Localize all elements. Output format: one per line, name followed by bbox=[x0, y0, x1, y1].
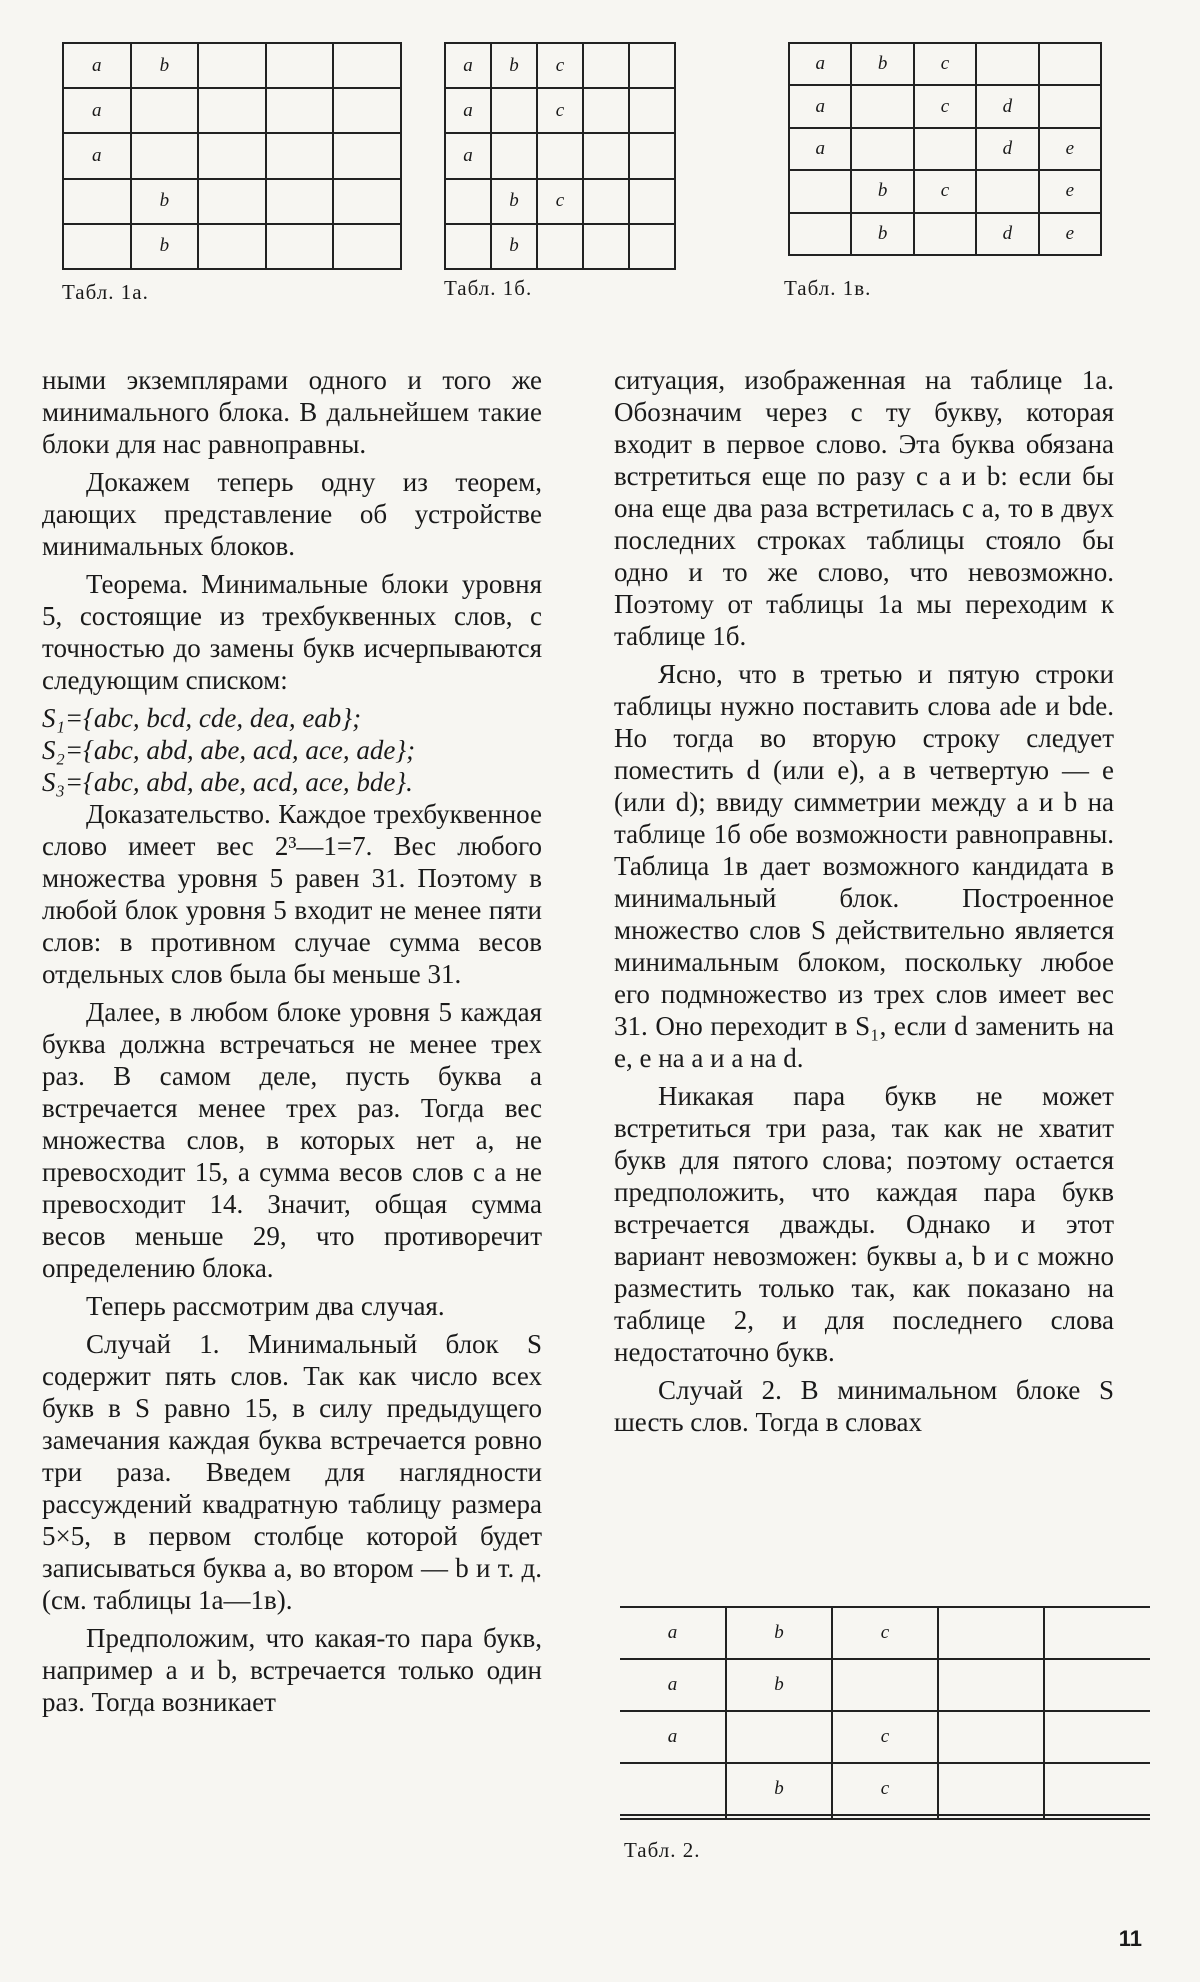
table-cell: c bbox=[832, 1607, 938, 1659]
table-1b bbox=[444, 42, 676, 270]
table-cell: a bbox=[620, 1711, 726, 1763]
set-s3: S₃={abc, abd, abe, acd, ace, bde}. bbox=[42, 767, 413, 797]
table-row bbox=[445, 133, 675, 178]
table-cell: b bbox=[131, 43, 199, 88]
table-cell: e bbox=[1039, 170, 1101, 212]
table-cell bbox=[976, 170, 1038, 212]
case-1-paragraph: Случай 1. Минимальный блок S содержит пять слов. Так как число всех букв в S равно 15, в силу предыдущего замечания каждая буква встречается ровно три раза. Введем для наглядности рассуждений квадратную таблицу размера 5×5, в первом столбце которой будет записываться буква а, во втором — b и т. д. (см. таблицы 1а—1в). bbox=[42, 1329, 542, 1615]
left-column bbox=[42, 364, 542, 1724]
table-cell: b bbox=[491, 224, 537, 269]
paragraph: ситуация, изображенная на таблице 1а. Обозначим через с ту букву, которая входит в первое слово. Эта буква обязана встретиться еще по разу с а и b: если бы она еще два раза встретилась с а, то в двух последних строках таблицы стояло бы одно и то же слово, что невозможно. Поэтому от таблицы 1а мы переходим к таблице 1б. bbox=[614, 365, 1114, 651]
paragraph: Никакая пара букв не может встретиться три раза, так как не хватит букв для пятого слова; поэтому остается предположить, что каждая пара букв встречается дважды. Однако и этот вариант невозможен: буквы а, b и с можно разместить только так, как показано на таблице 2, и для последнего слова недостаточно букв. bbox=[614, 1081, 1114, 1367]
table-cell: a bbox=[63, 133, 131, 178]
table-cell: a bbox=[445, 43, 491, 88]
table-cell bbox=[620, 1815, 726, 1819]
table-row bbox=[63, 224, 401, 269]
table-cell: c bbox=[832, 1763, 938, 1815]
table-row bbox=[445, 43, 675, 88]
table-cell bbox=[131, 133, 199, 178]
table-1v bbox=[788, 42, 1102, 256]
table-row bbox=[63, 179, 401, 224]
table-row bbox=[63, 88, 401, 133]
table-cell bbox=[832, 1815, 938, 1819]
table-cell bbox=[1044, 1815, 1150, 1819]
table-cell bbox=[333, 43, 401, 88]
table-cell bbox=[620, 1763, 726, 1815]
table-cell bbox=[938, 1815, 1044, 1819]
table-cell: a bbox=[445, 88, 491, 133]
table-cell: a bbox=[620, 1607, 726, 1659]
table-cell: c bbox=[832, 1711, 938, 1763]
table-row bbox=[789, 170, 1101, 212]
table-cell: c bbox=[537, 179, 583, 224]
table-cell bbox=[938, 1711, 1044, 1763]
paragraph: Далее, в любом блоке уровня 5 каждая буква должна встречаться не менее трех раз. В самом деле, пусть буква а встречается менее трех раз. Тогда вес множества слов, в которых нет а, не превосходит 15, а сумма весов слов с а не превосходит 14. Значит, общая сумма весов меньше 29, что противоречит определению блока. bbox=[42, 997, 542, 1283]
table-cell bbox=[445, 179, 491, 224]
table-cell bbox=[1039, 43, 1101, 85]
table-cell bbox=[131, 88, 199, 133]
table-cell: a bbox=[63, 88, 131, 133]
table-row bbox=[445, 224, 675, 269]
table-2 bbox=[620, 1606, 1150, 1820]
table-cell bbox=[198, 88, 266, 133]
table-cell bbox=[198, 43, 266, 88]
table-cell bbox=[832, 1659, 938, 1711]
table-cell: b bbox=[851, 43, 913, 85]
table-cell bbox=[583, 133, 629, 178]
table-cell bbox=[198, 179, 266, 224]
table-cell bbox=[333, 133, 401, 178]
table-1a-caption: Табл. 1а. bbox=[62, 280, 149, 304]
table-row bbox=[789, 213, 1101, 255]
table-cell bbox=[583, 179, 629, 224]
table-cell bbox=[1039, 85, 1101, 127]
table-cell bbox=[198, 133, 266, 178]
table-1v-caption: Табл. 1в. bbox=[784, 276, 872, 300]
page-number: 11 bbox=[1118, 1926, 1142, 1951]
paragraph: Предположим, что какая-то пара букв, например а и b, встречается только один раз. Тогда возникает bbox=[42, 1623, 542, 1717]
table-cell bbox=[266, 43, 334, 88]
table-cell bbox=[491, 133, 537, 178]
table-cell bbox=[1044, 1607, 1150, 1659]
table-cell bbox=[583, 88, 629, 133]
table-cell: e bbox=[1039, 213, 1101, 255]
table-cell: b bbox=[851, 213, 913, 255]
table-cell bbox=[333, 88, 401, 133]
table-cell bbox=[726, 1711, 832, 1763]
table-cell: a bbox=[789, 43, 851, 85]
table-row bbox=[620, 1607, 1150, 1659]
table-cell: a bbox=[63, 43, 131, 88]
table-cell bbox=[537, 133, 583, 178]
table-cell bbox=[445, 224, 491, 269]
right-column bbox=[614, 364, 1114, 1444]
table-cell bbox=[583, 43, 629, 88]
table-cell bbox=[537, 224, 583, 269]
table-row bbox=[445, 179, 675, 224]
table-cell: b bbox=[851, 170, 913, 212]
table-cell bbox=[63, 224, 131, 269]
table-cell bbox=[1044, 1659, 1150, 1711]
table-cell bbox=[789, 170, 851, 212]
table-cell bbox=[914, 128, 976, 170]
table-cell: c bbox=[914, 43, 976, 85]
table-1b-caption: Табл. 1б. bbox=[444, 276, 533, 300]
table-cell bbox=[851, 128, 913, 170]
table-2-caption: Табл. 2. bbox=[624, 1838, 701, 1862]
table-cell bbox=[629, 224, 675, 269]
table-cell: a bbox=[620, 1659, 726, 1711]
table-1a bbox=[62, 42, 402, 270]
table-cell bbox=[938, 1659, 1044, 1711]
table-cell: d bbox=[976, 128, 1038, 170]
table-cell bbox=[266, 88, 334, 133]
table-cell: c bbox=[914, 85, 976, 127]
table-cell: c bbox=[537, 43, 583, 88]
table-cell bbox=[266, 133, 334, 178]
table-cell: d bbox=[976, 213, 1038, 255]
table-cell: a bbox=[789, 85, 851, 127]
table-cell: b bbox=[726, 1607, 832, 1659]
table-cell bbox=[629, 179, 675, 224]
table-cell bbox=[583, 224, 629, 269]
table-cell: b bbox=[491, 43, 537, 88]
table-row bbox=[620, 1711, 1150, 1763]
table-row bbox=[620, 1763, 1150, 1815]
table-cell bbox=[976, 43, 1038, 85]
table-cell bbox=[629, 88, 675, 133]
table-cell bbox=[333, 224, 401, 269]
table-cell: b bbox=[491, 179, 537, 224]
table-row bbox=[789, 85, 1101, 127]
table-cell bbox=[629, 43, 675, 88]
theorem-paragraph: Теорема. Минимальные блоки уровня 5, состоящие из трехбуквенных слов, с точностью до замены букв исчерпываются следующим списком: bbox=[42, 569, 542, 695]
table-cell bbox=[1044, 1711, 1150, 1763]
table-cell bbox=[851, 85, 913, 127]
table-cell bbox=[491, 88, 537, 133]
table-cell bbox=[938, 1607, 1044, 1659]
table-cell: b bbox=[131, 224, 199, 269]
table-row bbox=[620, 1659, 1150, 1711]
table-cell: a bbox=[789, 128, 851, 170]
table-cell: b bbox=[726, 1659, 832, 1711]
table-cell bbox=[333, 179, 401, 224]
table-row bbox=[789, 128, 1101, 170]
table-cell bbox=[789, 213, 851, 255]
table-cell bbox=[63, 179, 131, 224]
table-row bbox=[620, 1815, 1150, 1819]
table-cell: c bbox=[914, 170, 976, 212]
table-row bbox=[445, 88, 675, 133]
table-cell bbox=[198, 224, 266, 269]
table-row bbox=[63, 43, 401, 88]
table-row bbox=[789, 43, 1101, 85]
table-cell: e bbox=[1039, 128, 1101, 170]
table-row bbox=[63, 133, 401, 178]
table-cell bbox=[914, 213, 976, 255]
table-cell: b bbox=[726, 1763, 832, 1815]
table-cell: a bbox=[445, 133, 491, 178]
table-cell bbox=[266, 224, 334, 269]
table-cell: b bbox=[131, 179, 199, 224]
paragraph: Докажем теперь одну из теорем, дающих представление об устройстве минимальных блоков. bbox=[42, 467, 542, 561]
table-cell: d bbox=[976, 85, 1038, 127]
table-cell bbox=[1044, 1763, 1150, 1815]
table-cell: c bbox=[537, 88, 583, 133]
paragraph: ными экземплярами одного и того же минимального блока. В дальнейшем такие блоки для нас равноправны. bbox=[42, 365, 542, 459]
paragraph: Теперь рассмотрим два случая. bbox=[86, 1291, 445, 1321]
case-2-paragraph: Случай 2. В минимальном блоке S шесть слов. Тогда в словах bbox=[614, 1375, 1114, 1437]
table-cell bbox=[629, 133, 675, 178]
table-cell bbox=[938, 1763, 1044, 1815]
set-s1: S₁={abc, bcd, cde, dea, eab}; bbox=[42, 703, 362, 733]
paragraph: Ясно, что в третью и пятую строки таблицы нужно поставить слова ade и bde. Но тогда во вторую строку следует поместить d (или е), а в четвертую — е (или d); ввиду симметрии между а и b на таблице 1б обе возможности равноправны. Таблица 1в дает возможного кандидата в минимальный блок. Построенное множество слов S действительно является минимальным блоком, поскольку любое его подмножество из трех слов имеет вес 31. Оно переходит в S₁, если d заменить на е, е на а и а на d. bbox=[614, 659, 1114, 1073]
table-cell bbox=[266, 179, 334, 224]
proof-paragraph: Доказательство. Каждое трехбуквенное слово имеет вес 2³—1=7. Вес любого множества уровня 5 равен 31. Поэтому в любой блок уровня 5 входит не менее пяти слов: в противном случае сумма весов отдельных слов была бы меньше 31. bbox=[42, 799, 542, 989]
table-cell bbox=[726, 1815, 832, 1819]
set-s2: S₂={abc, abd, abe, acd, ace, ade}; bbox=[42, 735, 416, 765]
